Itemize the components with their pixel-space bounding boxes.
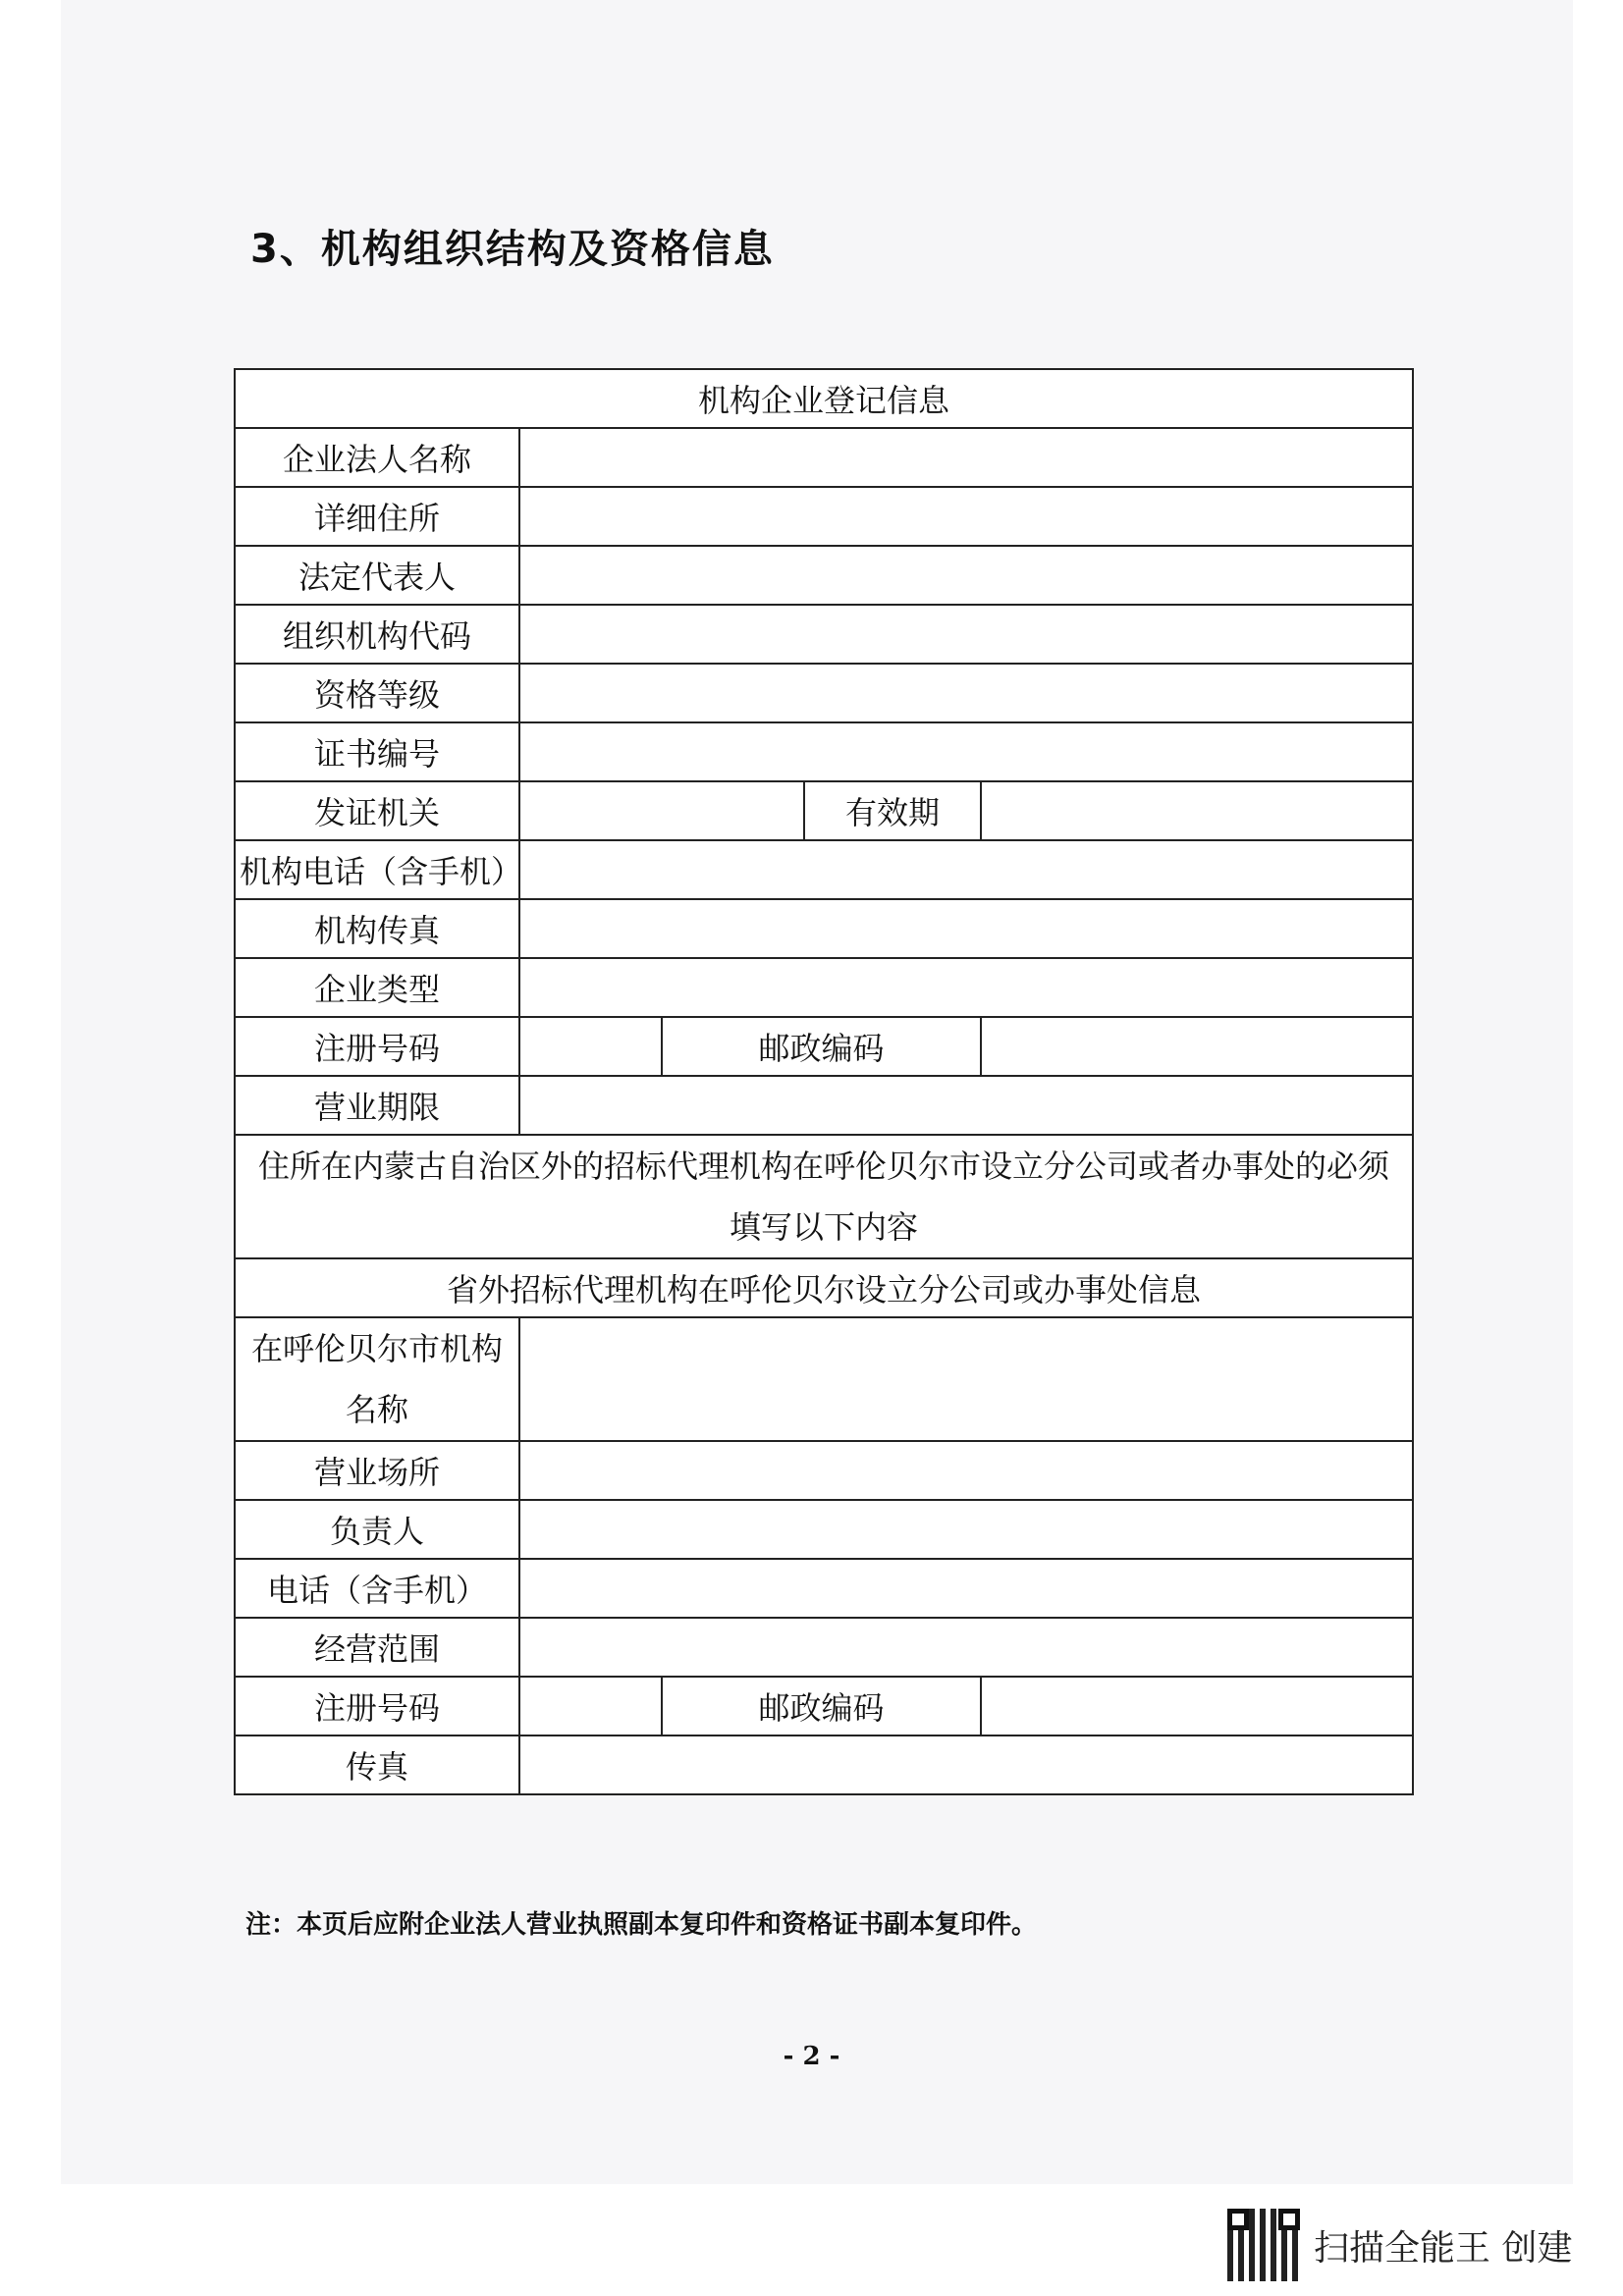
table-row — [235, 546, 1413, 605]
field-value[interactable] — [519, 899, 1413, 958]
field-label: 电话（含手机） — [235, 1559, 519, 1618]
table-row — [235, 487, 1413, 546]
field-label: 企业类型 — [235, 958, 519, 1017]
field-value[interactable] — [981, 781, 1413, 840]
page-number: - 2 - — [783, 2042, 840, 2071]
table-row — [235, 369, 1413, 428]
field-value[interactable] — [981, 1017, 1413, 1076]
label-line: 在呼伦贝尔市机构 — [250, 1330, 503, 1367]
field-label: 注册号码 — [235, 1017, 519, 1076]
field-value[interactable] — [519, 1559, 1413, 1618]
field-value[interactable] — [519, 1735, 1413, 1794]
table-row — [235, 664, 1413, 722]
field-value[interactable] — [519, 605, 1413, 664]
table-row — [235, 840, 1413, 899]
field-label: 发证机关 — [235, 781, 519, 840]
field-label — [235, 1317, 519, 1441]
table-row — [235, 781, 1413, 840]
section-title: 省外招标代理机构在呼伦贝尔设立分公司或办事处信息 — [235, 1258, 1413, 1317]
field-value[interactable] — [519, 428, 1413, 487]
table-row — [235, 1135, 1413, 1258]
field-value[interactable] — [519, 1441, 1413, 1500]
field-value[interactable] — [519, 1017, 662, 1076]
table-row — [235, 428, 1413, 487]
field-value[interactable] — [519, 546, 1413, 605]
field-value[interactable] — [519, 958, 1413, 1017]
notice-line: 住所在内蒙古自治区外的招标代理机构在呼伦贝尔市设立分公司或者办事处的必须 — [258, 1148, 1390, 1185]
field-value[interactable] — [981, 1677, 1413, 1735]
field-label: 注册号码 — [235, 1677, 519, 1735]
field-label: 组织机构代码 — [235, 605, 519, 664]
field-value[interactable] — [519, 1618, 1413, 1677]
registration-form-table — [234, 368, 1414, 1795]
field-value[interactable] — [519, 487, 1413, 546]
field-label: 营业期限 — [235, 1076, 519, 1135]
field-label: 详细住所 — [235, 487, 519, 546]
notice-cell — [235, 1135, 1413, 1258]
field-label: 机构传真 — [235, 899, 519, 958]
table-row — [235, 1258, 1413, 1317]
table-row — [235, 1017, 1413, 1076]
field-value[interactable] — [519, 664, 1413, 722]
scanner-watermark — [1227, 2209, 1572, 2281]
field-label: 传真 — [235, 1735, 519, 1794]
table-row — [235, 1441, 1413, 1500]
field-label: 法定代表人 — [235, 546, 519, 605]
field-label: 企业法人名称 — [235, 428, 519, 487]
field-label: 邮政编码 — [662, 1017, 981, 1076]
field-label: 营业场所 — [235, 1441, 519, 1500]
field-label: 证书编号 — [235, 722, 519, 781]
section-heading: 3、机构组织结构及资格信息 — [250, 227, 775, 272]
field-label: 有效期 — [804, 781, 981, 840]
section-title: 机构企业登记信息 — [235, 369, 1413, 428]
table-row — [235, 722, 1413, 781]
table-row — [235, 1076, 1413, 1135]
field-value[interactable] — [519, 781, 804, 840]
field-value[interactable] — [519, 722, 1413, 781]
field-value[interactable] — [519, 840, 1413, 899]
field-label: 经营范围 — [235, 1618, 519, 1677]
field-value[interactable] — [519, 1076, 1413, 1135]
qr-code-icon — [1227, 2209, 1300, 2281]
field-label: 负责人 — [235, 1500, 519, 1559]
notice-line: 填写以下内容 — [730, 1208, 919, 1246]
field-value[interactable] — [519, 1677, 662, 1735]
table-row — [235, 1317, 1413, 1441]
label-line: 名称 — [345, 1391, 408, 1428]
field-label: 机构电话（含手机） — [235, 840, 519, 899]
table-row — [235, 1618, 1413, 1677]
watermark-text: 扫描全能王 创建 — [1314, 2227, 1573, 2269]
field-label: 邮政编码 — [662, 1677, 981, 1735]
field-label: 资格等级 — [235, 664, 519, 722]
table-row — [235, 1677, 1413, 1735]
table-row — [235, 1500, 1413, 1559]
table-row — [235, 958, 1413, 1017]
table-row — [235, 1559, 1413, 1618]
field-value[interactable] — [519, 1500, 1413, 1559]
field-value[interactable] — [519, 1317, 1413, 1441]
table-row — [235, 1735, 1413, 1794]
table-row — [235, 605, 1413, 664]
footnote: 注：本页后应附企业法人营业执照副本复印件和资格证书副本复印件。 — [245, 1910, 1038, 1940]
table-row — [235, 899, 1413, 958]
